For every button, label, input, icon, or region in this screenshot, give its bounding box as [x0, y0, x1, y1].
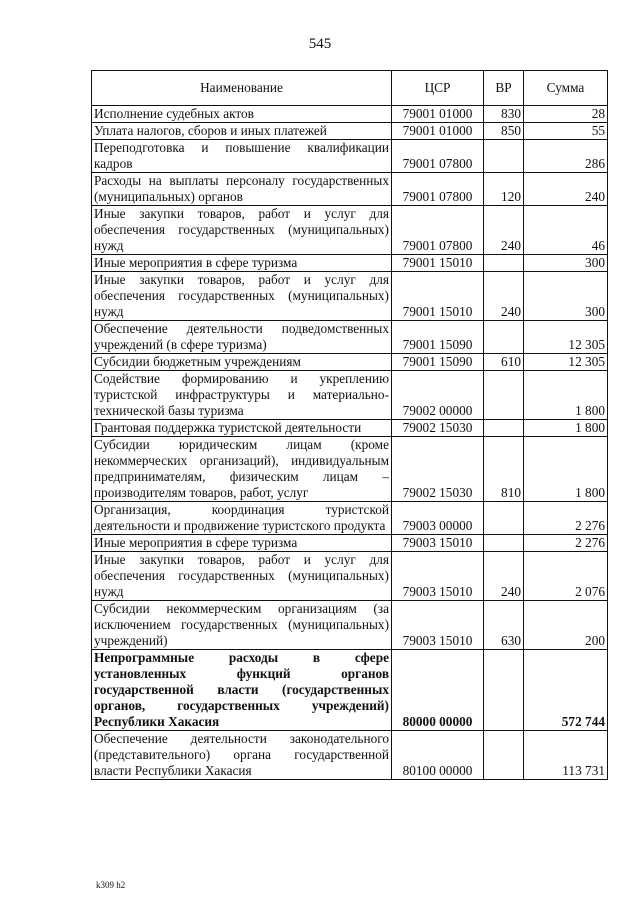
row-name: Обеспечение деятельности законодательного (представительного) органа государственной власти Республики Хакасия	[92, 731, 392, 780]
header-sum: Сумма	[524, 71, 608, 106]
table-row	[92, 535, 608, 552]
row-name: Иные закупки товаров, работ и услуг для обеспечения государственных (муниципальных) нужд	[92, 206, 392, 255]
row-sum: 300	[524, 272, 608, 321]
row-csr: 79001 01000	[392, 106, 484, 123]
row-name: Обеспечение деятельности подведомственных учреждений (в сфере туризма)	[92, 321, 392, 354]
row-vr	[484, 371, 524, 420]
header-vr: ВР	[484, 71, 524, 106]
row-name: Расходы на выплаты персоналу государственных (муниципальных) органов	[92, 173, 392, 206]
row-csr: 79001 07800	[392, 206, 484, 255]
row-sum: 1 800	[524, 420, 608, 437]
table-row	[92, 354, 608, 371]
table-row	[92, 255, 608, 272]
row-sum: 1 800	[524, 437, 608, 502]
row-sum: 286	[524, 140, 608, 173]
table-row	[92, 173, 608, 206]
budget-table	[91, 70, 608, 780]
table-row	[92, 272, 608, 321]
table-row	[92, 552, 608, 601]
row-vr: 630	[484, 601, 524, 650]
row-vr	[484, 731, 524, 780]
table-row	[92, 502, 608, 535]
row-name: Иные мероприятия в сфере туризма	[92, 535, 392, 552]
row-sum: 28	[524, 106, 608, 123]
row-sum: 2 076	[524, 552, 608, 601]
row-name: Субсидии некоммерческим организациям (за исключением государственных (муниципальных) учреждений)	[92, 601, 392, 650]
row-name: Непрограммные расходы в сфере установленных функций органов государственной власти (государственных органов, государственных учреждений) Республики Хакасия	[92, 650, 392, 731]
row-name: Организация, координация туристской деятельности и продвижение туристского продукта	[92, 502, 392, 535]
row-name: Иные закупки товаров, работ и услуг для обеспечения государственных (муниципальных) нужд	[92, 552, 392, 601]
header-name: Наименование	[92, 71, 392, 106]
row-csr: 79003 15010	[392, 535, 484, 552]
row-csr: 79002 00000	[392, 371, 484, 420]
row-csr: 79002 15030	[392, 420, 484, 437]
row-vr	[484, 255, 524, 272]
table-row	[92, 140, 608, 173]
row-name: Иные мероприятия в сфере туризма	[92, 255, 392, 272]
row-csr: 79002 15030	[392, 437, 484, 502]
row-name: Содействие формированию и укреплению туристской инфраструктуры и материально-технической базы туризма	[92, 371, 392, 420]
table-row	[92, 650, 608, 731]
row-csr: 80100 00000	[392, 731, 484, 780]
row-sum: 55	[524, 123, 608, 140]
row-name: Иные закупки товаров, работ и услуг для обеспечения государственных (муниципальных) нужд	[92, 272, 392, 321]
table-row	[92, 601, 608, 650]
row-sum: 240	[524, 173, 608, 206]
row-vr	[484, 140, 524, 173]
row-sum: 12 305	[524, 354, 608, 371]
row-vr: 240	[484, 206, 524, 255]
row-vr: 810	[484, 437, 524, 502]
row-sum: 572 744	[524, 650, 608, 731]
row-sum: 12 305	[524, 321, 608, 354]
row-csr: 79001 07800	[392, 173, 484, 206]
row-vr: 240	[484, 272, 524, 321]
row-csr: 79001 01000	[392, 123, 484, 140]
row-csr: 79003 15010	[392, 601, 484, 650]
row-sum: 2 276	[524, 535, 608, 552]
row-name: Субсидии бюджетным учреждениям	[92, 354, 392, 371]
row-name: Грантовая поддержка туристской деятельности	[92, 420, 392, 437]
row-vr: 120	[484, 173, 524, 206]
table-body	[92, 106, 608, 780]
row-sum: 2 276	[524, 502, 608, 535]
row-name: Уплата налогов, сборов и иных платежей	[92, 123, 392, 140]
row-csr: 79003 00000	[392, 502, 484, 535]
row-csr: 79003 15010	[392, 552, 484, 601]
row-name: Исполнение судебных актов	[92, 106, 392, 123]
page-number: 545	[308, 36, 332, 52]
row-name: Переподготовка и повышение квалификации кадров	[92, 140, 392, 173]
row-sum: 1 800	[524, 371, 608, 420]
row-vr: 240	[484, 552, 524, 601]
row-vr	[484, 650, 524, 731]
footer-code: k309 h2	[96, 880, 126, 890]
row-vr	[484, 420, 524, 437]
table-header-row	[92, 71, 608, 106]
table-row	[92, 437, 608, 502]
row-sum: 200	[524, 601, 608, 650]
row-sum: 300	[524, 255, 608, 272]
table-row	[92, 106, 608, 123]
row-name: Субсидии юридическим лицам (кроме некоммерческих организаций), индивидуальным предпринимателям, физическим лицам – производителям товаров, работ, услуг	[92, 437, 392, 502]
row-csr: 79001 07800	[392, 140, 484, 173]
table-row	[92, 321, 608, 354]
row-csr: 80000 00000	[392, 650, 484, 731]
row-sum: 46	[524, 206, 608, 255]
row-vr	[484, 502, 524, 535]
table-row	[92, 123, 608, 140]
row-vr: 850	[484, 123, 524, 140]
table-row	[92, 206, 608, 255]
row-csr: 79001 15090	[392, 321, 484, 354]
row-vr: 610	[484, 354, 524, 371]
row-vr	[484, 535, 524, 552]
row-sum: 113 731	[524, 731, 608, 780]
row-csr: 79001 15010	[392, 255, 484, 272]
row-vr	[484, 321, 524, 354]
row-vr: 830	[484, 106, 524, 123]
row-csr: 79001 15010	[392, 272, 484, 321]
table-row	[92, 420, 608, 437]
table-row	[92, 731, 608, 780]
table-row	[92, 371, 608, 420]
row-csr: 79001 15090	[392, 354, 484, 371]
header-csr: ЦСР	[392, 71, 484, 106]
